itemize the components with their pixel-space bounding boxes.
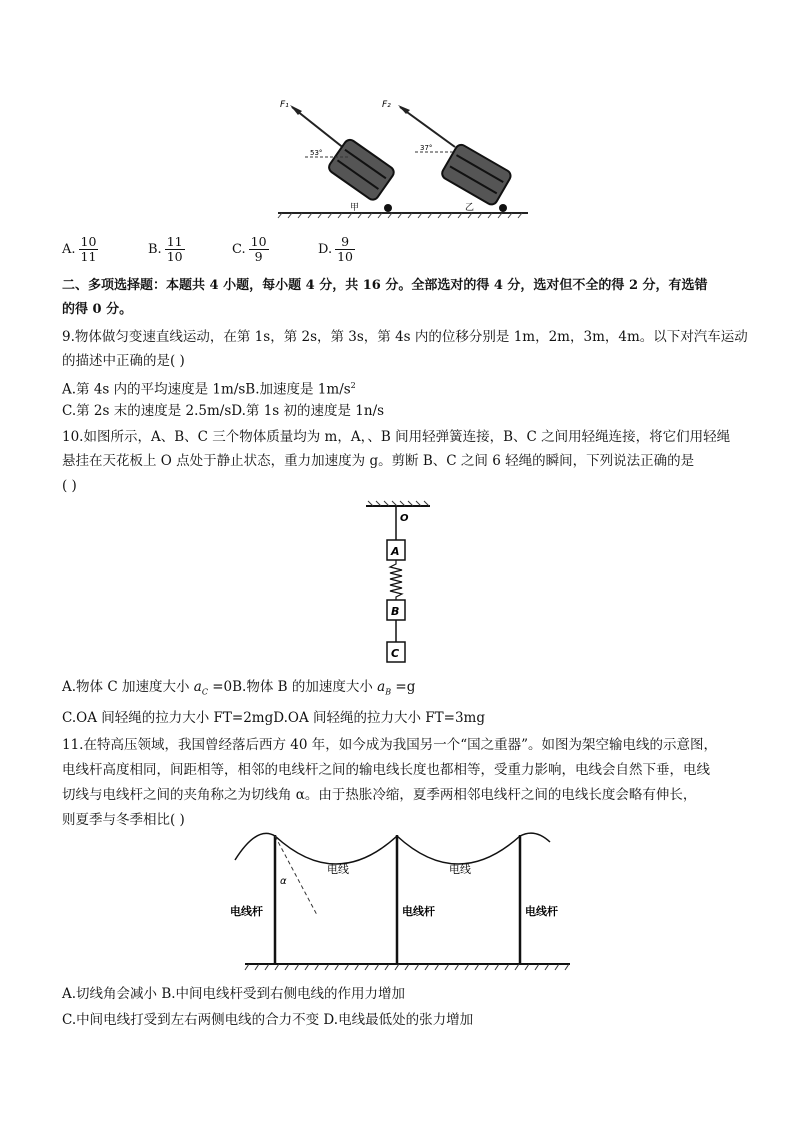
q8-option-d-denominator: 10 xyxy=(337,249,353,264)
q8-option-c-numerator: 10 xyxy=(250,234,267,249)
q8-option-c-letter: C. xyxy=(232,242,246,257)
luggage-figure xyxy=(270,95,530,220)
angle-label-1: 53° xyxy=(310,149,323,157)
q8-option-a-denominator: 11 xyxy=(80,249,97,264)
wire-left xyxy=(275,836,397,864)
label-o: O xyxy=(400,513,409,524)
q8-option-b-denominator: 10 xyxy=(166,249,183,264)
q8-option-d-letter: D. xyxy=(318,242,333,257)
q8-option-a xyxy=(62,235,98,264)
q11-stem-line2: 电线杆高度相同，间距相等，相邻的电线杆之间的输电线长度也都相等，受重力影响，电线会自然下垂，电线 xyxy=(62,762,710,778)
q11-options-ab: A.切线角会减小 B.中间电线杆受到右侧电线的作用力增加 xyxy=(62,986,406,1002)
q8-option-b-numerator: 11 xyxy=(166,234,183,249)
label-c: C xyxy=(391,647,400,660)
q11-stem-line4: 则夏季与冬季相比( ) xyxy=(62,812,185,828)
q10-ab-sub: B xyxy=(385,687,392,697)
q10-ac-symbol: a xyxy=(193,679,202,695)
pole-label-left: 电线杆 xyxy=(230,905,263,918)
q9-options-cd: C.第 2s 末的速度是 2.5m/sD.第 1s 初的速度是 1n/s xyxy=(62,403,385,419)
q10-ab-symbol: a xyxy=(377,679,386,695)
angle-label-2: 37° xyxy=(420,144,433,152)
q9-options-ab-text: A.第 4s 内的平均速度是 1m/sB.加速度是 1m/s xyxy=(62,381,351,398)
pole-label-right: 电线杆 xyxy=(525,905,558,918)
q8-option-b-letter: B. xyxy=(148,242,162,257)
section2-header-line2: 的得 0 分。 xyxy=(62,302,133,317)
section2-header-line1: 二、多项选择题：本题共 4 小题，每小题 4 分，共 16 分。全部选对的得 4 分，选对但不全的得 2 分，有选错 xyxy=(62,278,708,293)
angle-alpha-label: α xyxy=(280,876,287,887)
q10-option-ab-text2: =0B.物体 B 的加速度大小 xyxy=(207,679,378,695)
pole-label-middle: 电线杆 xyxy=(402,905,435,918)
q10-ac-sub: C xyxy=(201,687,208,697)
q10-stem-line1: 10.如图所示，A、B、C 三个物体质量均为 m，A，、B 间用轻弹簧连接，B、C 之间用轻绳连接，将它们用轻绳 xyxy=(62,429,731,445)
wire-left-outer xyxy=(235,833,275,860)
wire-right xyxy=(397,836,520,864)
q8-option-d xyxy=(318,235,355,264)
luggage-case-jia xyxy=(290,105,396,212)
label-jia: 甲 xyxy=(350,203,360,213)
wire-label-left: 电线 xyxy=(327,863,349,876)
q9-options-ab-sup: 2 xyxy=(350,381,356,390)
label-b: B xyxy=(391,605,400,618)
q9-options-ab xyxy=(62,376,356,400)
force-label-2: F₂ xyxy=(382,100,391,110)
q10-stem-line3: ( ) xyxy=(62,478,77,494)
q8-option-b xyxy=(148,235,185,264)
q11-stem-line3: 切线与电线杆之间的夹角称之为切线角 α。由于热胀冷缩，夏季两相邻电线杆之间的电线长度会略有伸长， xyxy=(62,787,697,803)
q9-stem-line1: 9.物体做匀变速直线运动，在第 1s，第 2s，第 3s，第 4s 内的位移分别是 1m，2m，3m，4m。以下对汽车运动 xyxy=(62,329,748,345)
q10-options-cd: C.OA 间轻绳的拉力大小 FT=2mgD.OA 间轻绳的拉力大小 FT=3mg xyxy=(62,710,486,726)
label-yi: 乙 xyxy=(465,203,475,213)
luggage-case-yi xyxy=(398,105,513,212)
q10-stem-line2: 悬挂在天花板上 O 点处于静止状态，重力加速度为 g。剪断 B、C 之间 6 轻绳的瞬间，下列说法正确的是 xyxy=(62,453,695,469)
q8-option-d-numerator: 9 xyxy=(335,235,355,250)
q10-option-ab-text3: =g xyxy=(391,679,416,695)
wire-right-outer xyxy=(520,833,550,842)
q10-option-ab-text1: A.物体 C 加速度大小 xyxy=(62,679,194,695)
q8-option-a-numerator: 10 xyxy=(80,234,97,249)
wire-label-right: 电线 xyxy=(449,863,471,876)
q8-option-c-denominator: 9 xyxy=(254,249,263,264)
power-line-figure xyxy=(230,830,575,975)
spring-block-figure xyxy=(360,500,435,668)
q11-options-cd: C.中间电线打受到左右两侧电线的合力不变 D.电线最低处的张力增加 xyxy=(62,1012,474,1028)
q8-option-c xyxy=(232,235,269,264)
q10-options-ab xyxy=(62,677,415,703)
label-a: A xyxy=(391,545,400,558)
q11-stem-line1: 11.在特高压领域，我国曾经落后西方 40 年，如今成为我国另一个“国之重器”。如图为架空输电线的示意图， xyxy=(62,737,718,753)
q9-stem-line2: 的描述中正确的是( ) xyxy=(62,353,185,369)
force-label-1: F₁ xyxy=(280,100,289,110)
q8-option-a-letter: A. xyxy=(62,242,76,257)
